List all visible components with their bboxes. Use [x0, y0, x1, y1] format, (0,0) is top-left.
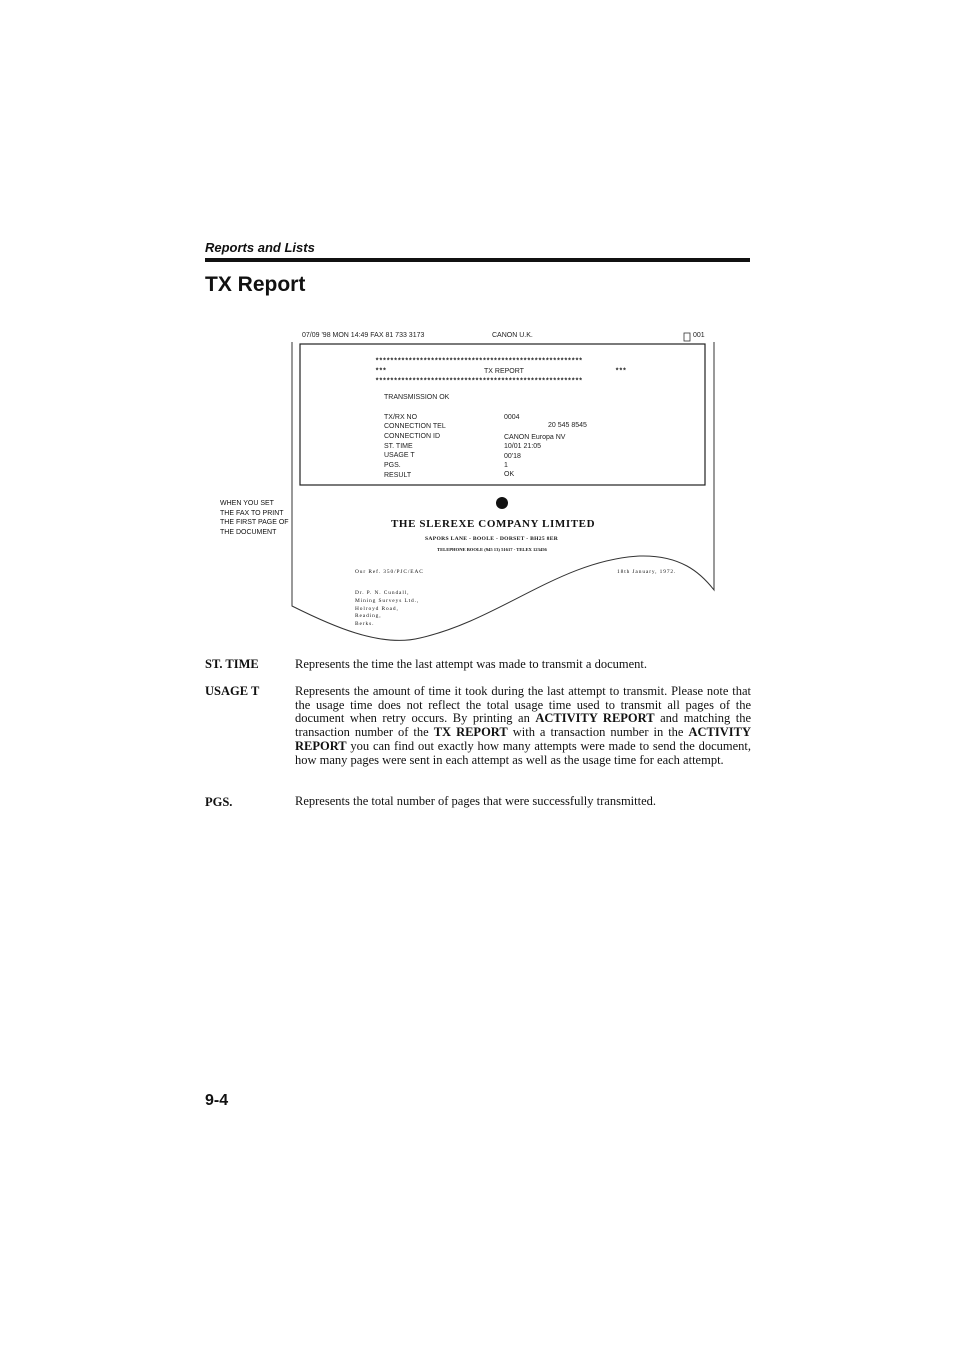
section-header: Reports and Lists — [205, 240, 315, 255]
recipient-line: Reading, — [355, 613, 382, 620]
side-note-line: THE FAX TO PRINT — [220, 509, 284, 517]
side-note-line: THE DOCUMENT — [220, 528, 277, 536]
page-icon — [684, 333, 690, 341]
marker-left: *** — [375, 368, 387, 376]
recipient-line: Dr. P. N. Cundall, — [355, 590, 410, 596]
fax-company: CANON U.K. — [492, 332, 533, 339]
field-value: 1 — [504, 462, 508, 469]
text-run: you can find out exactly how many attempts were made to send the document, how many pages were sent in each attempt as well as the usage time for each attempt. — [295, 738, 751, 767]
recipient-line: Berks. — [355, 621, 375, 628]
field-value: CANON Europa NV — [504, 434, 566, 441]
letter-ref: Our Ref. 350/PJC/EAC — [355, 569, 424, 575]
side-note-line: THE FIRST PAGE OF — [220, 519, 289, 527]
term-usage-t: USAGE T — [205, 684, 260, 698]
page-number: 9-4 — [205, 1092, 229, 1109]
report-title: TX REPORT — [484, 368, 524, 375]
fax-page-no: 001 — [693, 332, 705, 339]
field-label: CONNECTION TEL — [384, 423, 446, 430]
field-label: USAGE T — [384, 452, 415, 459]
fax-printout-illustration — [0, 0, 954, 660]
letter-company: THE SLEREXE COMPANY LIMITED — [391, 518, 596, 530]
field-label: ST. TIME — [384, 443, 413, 450]
text-run: Represents the amount of time it took during the last attempt to transmit. Please note that the usage time does not reflect the total usage time used to transmit all pages of the document when retry occurs. By printing an — [295, 684, 751, 726]
text-run: and matching the transaction number of the — [295, 711, 752, 740]
field-label: CONNECTION ID — [384, 433, 440, 440]
punch-hole — [496, 497, 508, 509]
header-rule — [205, 258, 750, 262]
page-title: TX Report — [205, 273, 306, 296]
letter-telephone: TELEPHONE BOOLE (945 13) 51617 - TELEX 123456 — [437, 547, 547, 552]
recipient-line: Mining Surveys Ltd., — [355, 597, 420, 604]
stars-bottom: ******************************************************** — [375, 378, 583, 386]
field-label: TX/RX NO — [384, 414, 418, 421]
field-value: 10/01 21:05 — [504, 443, 541, 450]
bold-term: ACTIVITY REPORT — [535, 711, 655, 726]
field-label: PGS. — [384, 462, 401, 469]
desc-usage-t — [295, 685, 751, 767]
recipient-line: Holroyd Road, — [355, 605, 399, 612]
desc-pgs — [295, 795, 751, 809]
bold-term: TX REPORT — [433, 725, 508, 740]
text-run: Represents the time the last attempt was made to transmit a document. — [295, 657, 647, 671]
field-value: 0004 — [504, 414, 520, 421]
text-run: Represents the total number of pages that were successfully transmitted. — [295, 794, 657, 808]
desc-st-time — [295, 658, 751, 672]
side-note — [220, 499, 300, 537]
side-note-line: WHEN YOU SET — [220, 500, 274, 507]
field-label: RESULT — [384, 472, 412, 479]
text-run: with a transaction number in the — [507, 725, 689, 740]
marker-right: *** — [615, 368, 627, 376]
letter-recipient — [355, 590, 419, 629]
field-value: OK — [504, 471, 515, 478]
field-value: 20 545 8545 — [548, 422, 587, 429]
field-value: 00'18 — [504, 453, 521, 460]
stars-top: ******************************************************** — [375, 358, 583, 366]
bold-term: ACTIVITY REPORT — [295, 725, 751, 753]
letter-date: 18th January, 1972. — [617, 569, 677, 575]
transmission-status: TRANSMISSION OK — [384, 394, 450, 401]
term-pgs: PGS. — [205, 795, 233, 809]
fax-top-line: 07/09 '98 MON 14:49 FAX 81 733 3173 — [302, 332, 425, 339]
term-st-time: ST. TIME — [205, 657, 259, 671]
letter-address: SAPORS LANE - BOOLE - DORSET - BH25 8ER — [425, 536, 559, 542]
